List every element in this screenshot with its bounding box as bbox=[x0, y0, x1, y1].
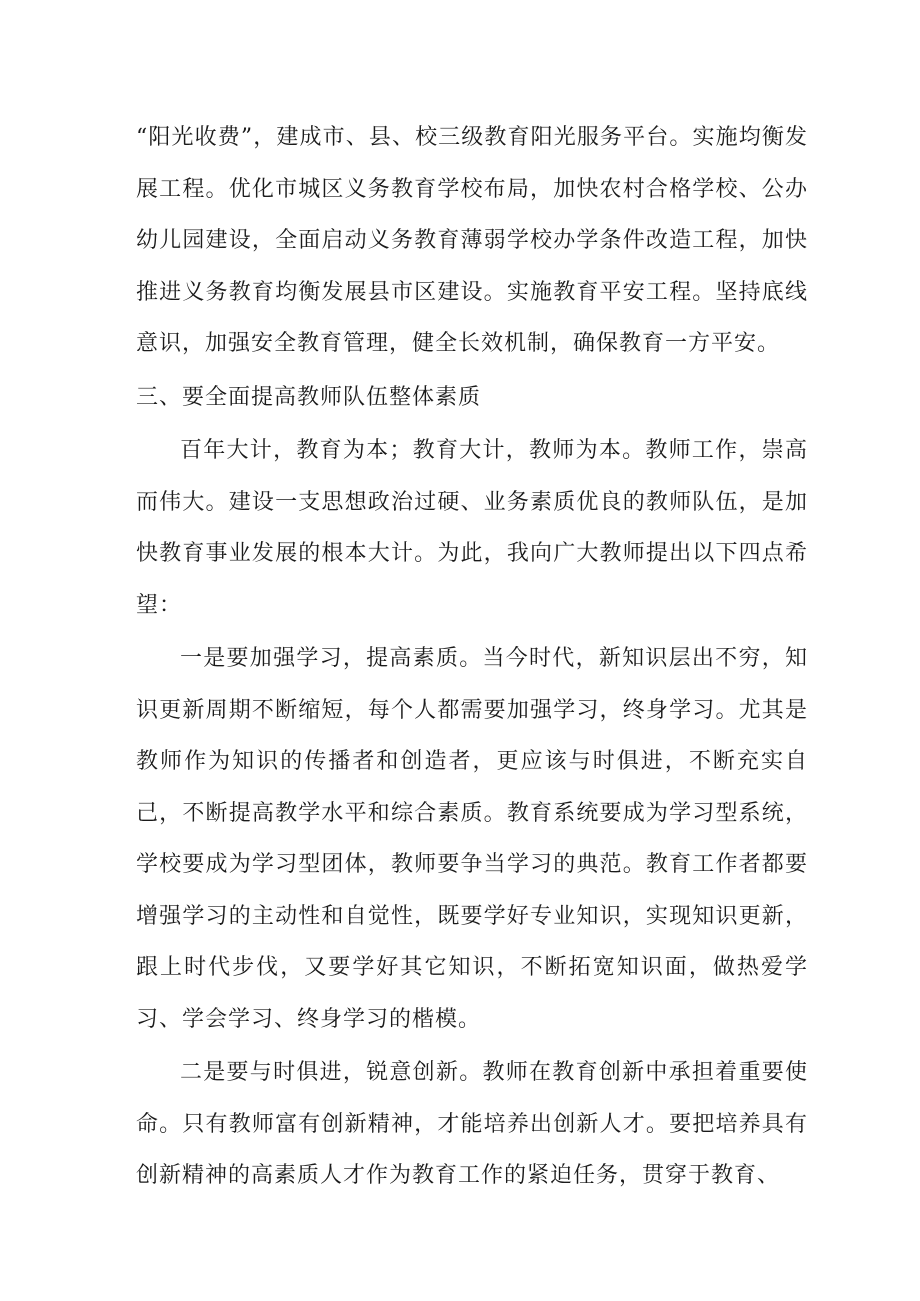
section-heading: 三、要全面提高教师队伍整体素质 bbox=[136, 384, 482, 410]
paragraph-point-one: 一是要加强学习，提高素质。当今时代，新知识层出不穷，知识更新周期不断缩短，每个人都需要加强学习，终身学习。尤其是教师作为知识的传播者和创造者，更应该与时俱进，不断充实自己，不断提高教学水平和综合素质。教育系统要成为学习型系统，学校要成为学习型团体，教师要争当学习的典范。教育工作者都要增强学习的主动性和自觉性，既要学好专业知识，实现知识更新，跟上时代步伐，又要学好其它知识，不断拓宽知识面，做热爱学习、学会学习、终身学习的楷模。 bbox=[136, 646, 808, 1032]
document-body bbox=[136, 112, 808, 1202]
paragraph-continuation: “阳光收费”，建成市、县、校三级教育阳光服务平台。实施均衡发展工程。优化市城区义务教育学校布局，加快农村合格学校、公办幼儿园建设，全面启动义务教育薄弱学校办学条件改造工程，加快推进义务教育均衡发展县市区建设。实施教育平安工程。坚持底线意识，加强安全教育管理，健全长效机制，确保教育一方平安。 bbox=[136, 125, 808, 356]
paragraph-point-two: 二是要与时俱进，锐意创新。教师在教育创新中承担着重要使命。只有教师富有创新精神，才能培养出创新人才。要把培养具有创新精神的高素质人才作为教育工作的紧迫任务，贯穿于教育、 bbox=[136, 1060, 808, 1188]
paragraph-intro: 百年大计，教育为本；教育大计，教师为本。教师工作，崇高而伟大。建设一支思想政治过硬、业务素质优良的教师队伍，是加快教育事业发展的根本大计。为此，我向广大教师提出以下四点希望： bbox=[136, 438, 808, 618]
